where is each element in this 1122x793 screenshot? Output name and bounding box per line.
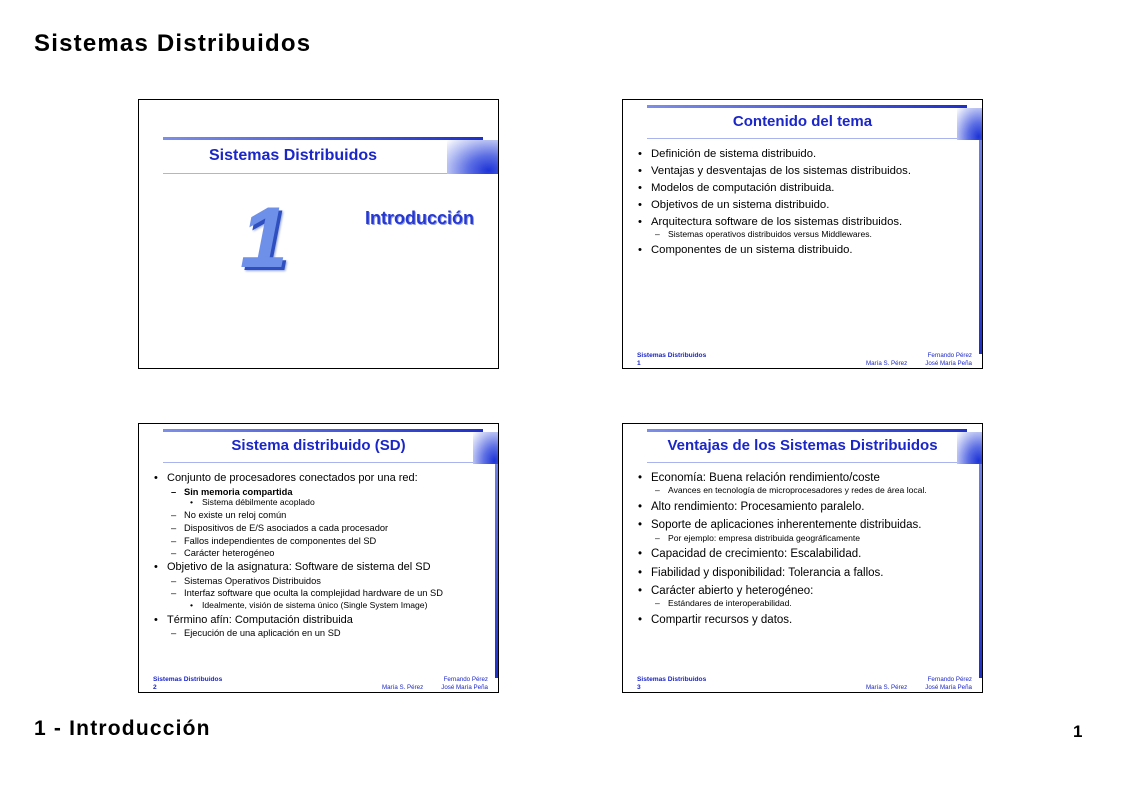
page-footer-title: 1 - Introducción — [34, 717, 211, 740]
decorative-bar — [163, 429, 483, 432]
slide-footer-left — [637, 352, 706, 367]
footer-slide-number: 2 — [153, 683, 157, 691]
sub-bullet-item: – Sistemas Operativos Distribuidos — [153, 576, 486, 587]
footer-author: Fernando Pérez — [927, 352, 972, 359]
title-slide-heading: Sistemas Distribuidos — [209, 147, 378, 164]
bullet-item: • Objetivos de un sistema distribuido. — [637, 199, 970, 212]
slide-footer-right — [382, 676, 488, 691]
footer-author: Fernando Pérez — [443, 676, 488, 683]
decorative-bar — [647, 429, 967, 432]
decorative-gradient — [447, 140, 499, 174]
decorative-vertical-bar — [495, 464, 498, 678]
slide-footer-right — [866, 676, 972, 691]
sub-bullet-item: – No existe un reloj común — [153, 510, 486, 521]
footer-course: Sistemas Distribuidos — [637, 676, 707, 683]
bullet-item: • Término afín: Computación distribuida — [153, 614, 486, 627]
decorative-line — [163, 173, 463, 174]
bullet-list — [637, 472, 970, 631]
decorative-vertical-bar — [979, 140, 982, 354]
sub-bullet-item: – Por ejemplo: empresa distribuida geográficamente — [637, 534, 970, 544]
decorative-line — [163, 462, 473, 463]
sub-bullet-item: – Ejecución de una aplicación en un SD — [153, 628, 486, 639]
decorative-line — [647, 462, 957, 463]
bullet-item: • Economía: Buena relación rendimiento/coste — [637, 472, 970, 485]
sub-bullet-item: – Dispositivos de E/S asociados a cada procesador — [153, 523, 486, 534]
footer-author: María S. Pérez — [865, 359, 908, 367]
bullet-item: • Soporte de aplicaciones inherentemente distribuidas. — [637, 519, 970, 532]
footer-author: José María Peña — [925, 683, 972, 691]
sub-sub-bullet-item: • Idealmente, visión de sistema único (Single System Image) — [153, 601, 486, 611]
sub-bullet-item: – Avances en tecnología de microprocesadores y redes de área local. — [637, 486, 970, 496]
bullet-list — [637, 148, 970, 261]
page-header: Sistemas Distribuidos — [34, 30, 312, 57]
footer-author: Fernando Pérez — [927, 676, 972, 683]
bullet-item: • Objetivo de la asignatura: Software de sistema del SD — [153, 561, 486, 574]
bullet-item: • Carácter abierto y heterogéneo: — [637, 585, 970, 598]
bullet-item: • Modelos de computación distribuida. — [637, 182, 970, 195]
bullet-item: • Alto rendimiento: Procesamiento paralelo. — [637, 501, 970, 514]
page-number: 1 — [1073, 722, 1083, 741]
sub-bullet-item: – Estándares de interoperabilidad. — [637, 599, 970, 609]
decorative-bar — [163, 137, 483, 140]
footer-author: José María Peña — [441, 683, 488, 691]
sub-bullet-item: – Sistemas operativos distribuidos versus Middlewares. — [637, 230, 970, 240]
bullet-item: • Fiabilidad y disponibilidad: Tolerancia a fallos. — [637, 567, 970, 580]
decorative-bar — [647, 105, 967, 108]
decorative-line — [647, 138, 957, 139]
chapter-subtitle: Introducción — [365, 208, 474, 228]
bullet-item: • Conjunto de procesadores conectados por una red: — [153, 472, 486, 485]
slide-contents — [622, 99, 983, 369]
bullet-item: • Definición de sistema distribuido. — [637, 148, 970, 161]
footer-author: María S. Pérez — [381, 683, 424, 691]
slide-ventajas — [622, 423, 983, 693]
sub-bullet-item: – Sin memoria compartida — [153, 487, 486, 498]
sub-bullet-item: – Interfaz software que oculta la complejidad hardware de un SD — [153, 588, 486, 599]
footer-course: Sistemas Distribuidos — [153, 676, 223, 683]
bullet-item: • Compartir recursos y datos. — [637, 614, 970, 627]
footer-slide-number: 3 — [637, 683, 641, 691]
slide-footer-left — [153, 676, 222, 691]
slide-title — [138, 99, 499, 369]
footer-author: María S. Pérez — [865, 683, 908, 691]
slide-sistema-distribuido — [138, 423, 499, 693]
footer-course: Sistemas Distribuidos — [637, 352, 707, 359]
slide-footer-right — [866, 352, 972, 367]
bullet-item: • Arquitectura software de los sistemas distribuidos. — [637, 216, 970, 229]
decorative-vertical-bar — [979, 464, 982, 678]
slide-heading: Sistema distribuido (SD) — [231, 437, 406, 454]
slide-footer-left — [637, 676, 706, 691]
chapter-number: 1 — [240, 190, 288, 286]
bullet-list — [153, 472, 486, 639]
footer-author: José María Peña — [925, 359, 972, 367]
slide-heading: Contenido del tema — [732, 113, 873, 130]
bullet-item: • Componentes de un sistema distribuido. — [637, 244, 970, 257]
bullet-item: • Capacidad de crecimiento: Escalabilidad. — [637, 548, 970, 561]
bullet-item: • Ventajas y desventajas de los sistemas distribuidos. — [637, 165, 970, 178]
slide-heading: Ventajas de los Sistemas Distribuidos — [667, 437, 938, 454]
sub-sub-bullet-item: • Sistema débilmente acoplado — [153, 498, 486, 508]
sub-bullet-item: – Fallos independientes de componentes del SD — [153, 536, 486, 547]
footer-slide-number: 1 — [637, 359, 641, 367]
sub-bullet-item: – Carácter heterogéneo — [153, 548, 486, 559]
